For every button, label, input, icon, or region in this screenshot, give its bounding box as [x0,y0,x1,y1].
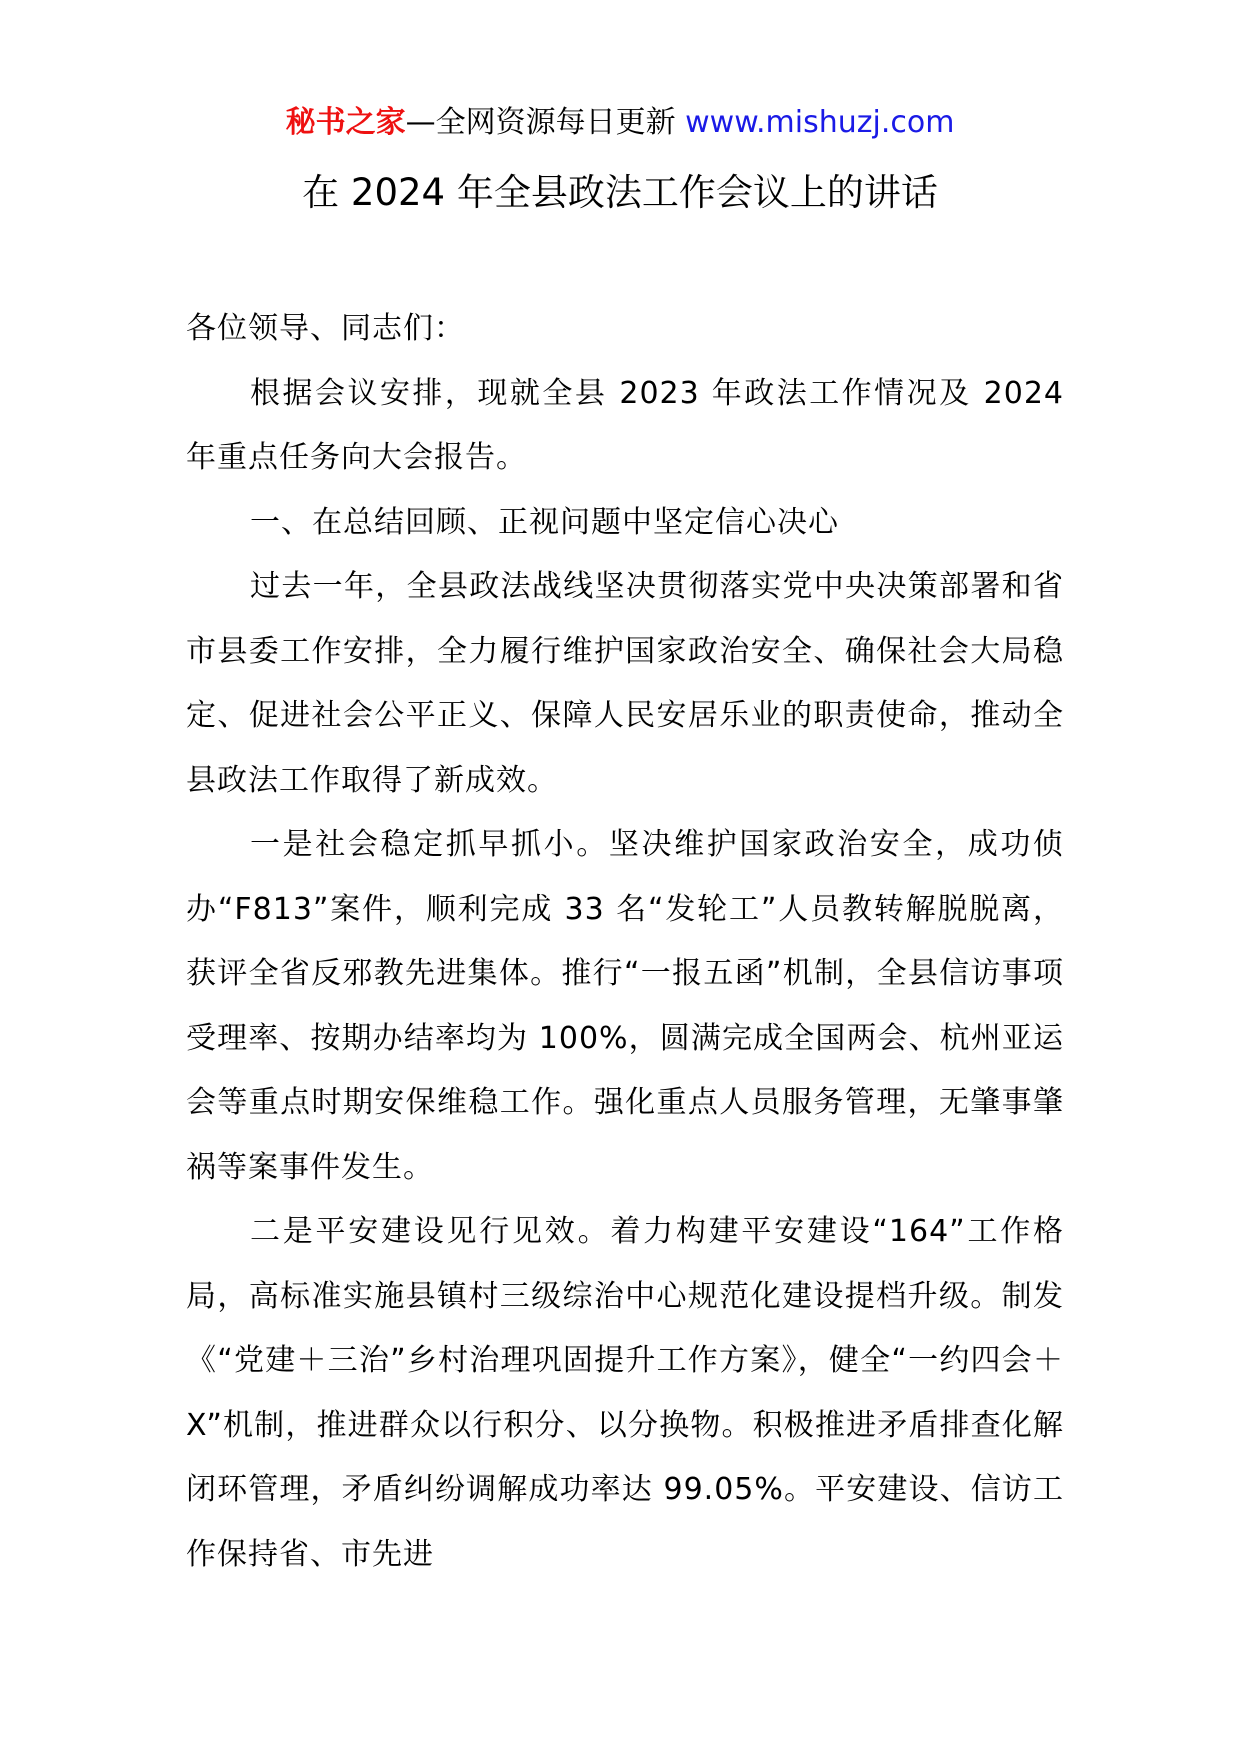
brand-name: 秘书之家 [285,105,406,140]
paragraph-stability: 一是社会稳定抓早抓小。坚决维护国家政治安全，成功侦办“F813”案件，顺利完成 33 名“发轮工”人员教转解脱脱离，获评全省反邪教先进集体。推行“一报五函”机制，全县信访事项受理率、按期办结率均为 100%，圆满完成全国两会、杭州亚运会等重点时期安保维稳工作。强化重点人员服务管理，无肇事肇祸等案事件发生。 [186,827,1064,1185]
document-body [186,297,1064,1587]
paragraph-intro: 根据会议安排，现就全县 2023 年政法工作情况及 2024 年重点任务向大会报告。 [186,375,1064,475]
site-banner [0,103,1240,143]
document-title: 在 2024 年全县政法工作会议上的讲话 [302,171,938,214]
section-heading: 一、在总结回顾、正视问题中坚定信心决心 [250,504,839,540]
banner-tagline: —全网资源每日更新 [405,105,676,140]
paragraph-safety: 二是平安建设见行见效。着力构建平安建设“164”工作格局，高标准实施县镇村三级综治中心规范化建设提档升级。制发《“党建＋三治”乡村治理巩固提升工作方案》，健全“一约四会＋X”机制，推进群众以行积分、以分换物。积极推进矛盾排查化解闭环管理，矛盾纠纷调解成功率达 99.05%。平安建设、信访工作保持省、市先进 [186,1214,1064,1572]
site-url-link[interactable]: www.mishuzj.com [685,105,955,140]
salutation: 各位领导、同志们： [186,311,465,346]
paragraph-review: 过去一年，全县政法战线坚决贯彻落实党中央决策部署和省市县委工作安排，全力履行维护国家政治安全、确保社会大局稳定、促进社会公平正义、保障人民安居乐业的职责使命，推动全县政法工作取得了新成效。 [186,569,1064,798]
